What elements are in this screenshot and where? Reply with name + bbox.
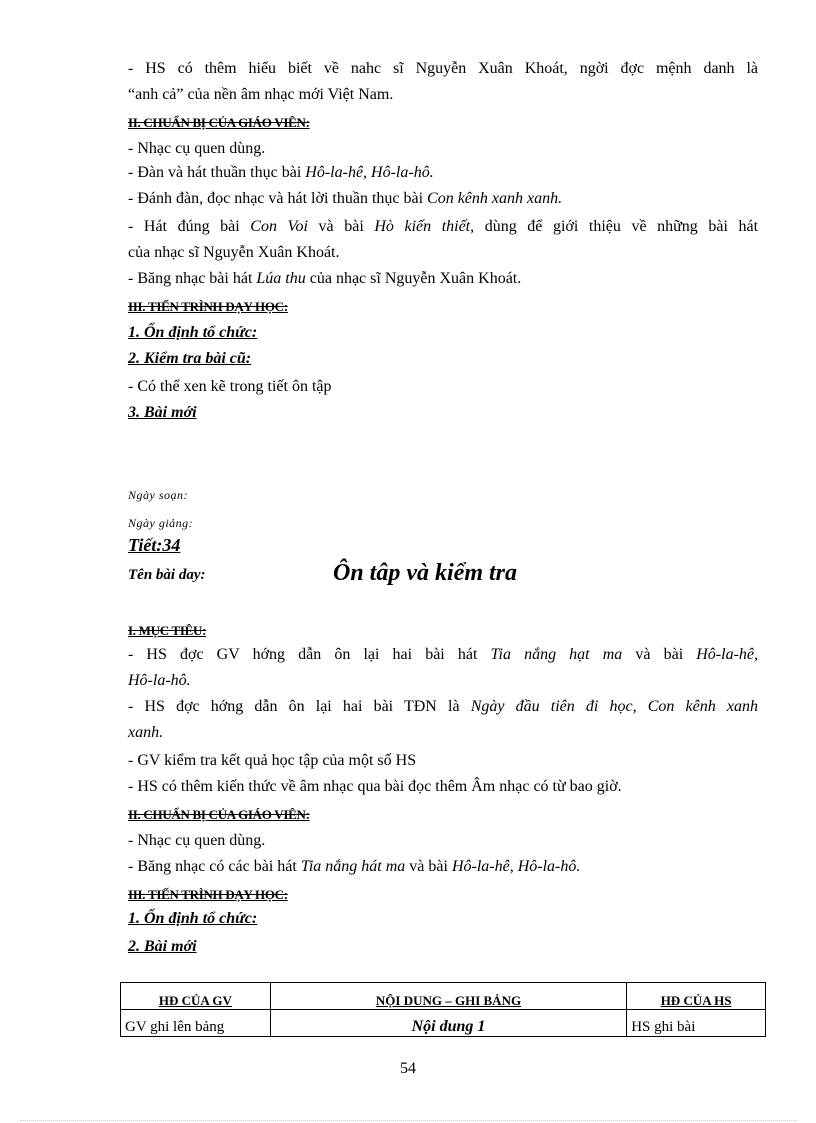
step-2: 2. Kiểm tra bài cũ:	[128, 350, 252, 367]
intro-line-2: “anh cả” của nền âm nhạc mới Việt Nam.	[128, 86, 394, 103]
cell-hs: HS ghi bài	[627, 1010, 766, 1037]
ngay-giang: Ngày giảng:	[128, 516, 194, 530]
objective-item: - HS đợc hớng dẫn ôn lại hai bài TĐN là Ngày đầu tiên đi học, Con kênh xanh	[128, 698, 758, 715]
activity-table	[120, 982, 766, 1037]
objective-item-cont: xanh.	[128, 724, 164, 741]
prep-item: - Hát đúng bài Con Voi và bài Hò kiến thiết, dùng để giới thiệu về những bài hát	[128, 218, 759, 235]
header-hs: HĐ CỦA HS	[627, 983, 766, 1010]
table-header-row	[121, 983, 766, 1010]
prep-item-cont: của nhạc sĩ Nguyễn Xuân Khoát.	[128, 244, 340, 261]
cell-gv: GV ghi lên bảng	[121, 1010, 271, 1037]
prep-heading-2: II. CHUẨN BỊ CỦA GIÁO VIÊN:	[128, 807, 310, 822]
objective-item: - HS có thêm kiến thức về âm nhạc qua bài đọc thêm Âm nhạc có từ bao giờ.	[128, 778, 622, 795]
prep-item: - Đàn và hát thuần thục bài Hô-la-hê, Hô-la-hô.	[128, 164, 434, 181]
intro-line-1: - HS có thêm hiểu biết về nahc sĩ Nguyễn Xuân Khoát, ngời đợc mệnh danh là	[128, 60, 758, 77]
prep-item: - Nhạc cụ quen dùng.	[128, 832, 266, 849]
page-number: 54	[400, 1060, 416, 1077]
step-3: 3. Bài mới	[128, 404, 197, 421]
step-2b: 2. Bài mới	[128, 938, 197, 955]
step-1: 1. Ổn định tổ chức:	[128, 324, 258, 341]
objective-item-cont: Hô-la-hô.	[128, 672, 191, 689]
step-1b: 1. Ổn định tổ chức:	[128, 910, 258, 927]
prep-item: - Đánh đàn, đọc nhạc và hát lời thuần thục bài Con kênh xanh xanh.	[128, 190, 563, 207]
ngay-soan: Ngày soạn:	[128, 488, 188, 502]
table-row	[121, 1010, 766, 1037]
objectives-heading: I. MỤC TIÊU:	[128, 623, 207, 638]
footer-divider	[20, 1120, 796, 1121]
process-heading-2: III. TIẾN TRÌNH DẠY HỌC:	[128, 887, 288, 902]
tiet-number: Tiết:34	[128, 535, 181, 555]
step-2-note: - Có thể xen kẽ trong tiết ôn tập	[128, 378, 332, 395]
header-noi-dung: NỘI DUNG – GHI BẢNG	[270, 983, 626, 1010]
prep-heading: II. CHUẨN BỊ CỦA GIÁO VIÊN:	[128, 115, 310, 130]
prep-item: - Băng nhạc bài hát Lúa thu của nhạc sĩ Nguyễn Xuân Khoát.	[128, 270, 522, 287]
header-gv: HĐ CỦA GV	[121, 983, 271, 1010]
cell-noi-dung: Nội dung 1	[270, 1010, 626, 1037]
objective-item: - HS đợc GV hớng dẫn ôn lại hai bài hát Tia nắng hạt ma và bài Hô-la-hê,	[128, 646, 759, 663]
process-heading: III. TIẾN TRÌNH DẠY HỌC:	[128, 299, 288, 314]
prep-item: - Nhạc cụ quen dùng.	[128, 140, 266, 157]
prep-item: - Băng nhạc có các bài hát Tia nắng hát ma và bài Hô-la-hê, Hô-la-hô.	[128, 858, 581, 875]
lesson-title: Ôn tâp và kiểm tra	[333, 560, 517, 586]
lesson-name-label: Tên bài day:	[128, 567, 206, 583]
objective-item: - GV kiểm tra kết quả học tập của một số HS	[128, 752, 417, 769]
